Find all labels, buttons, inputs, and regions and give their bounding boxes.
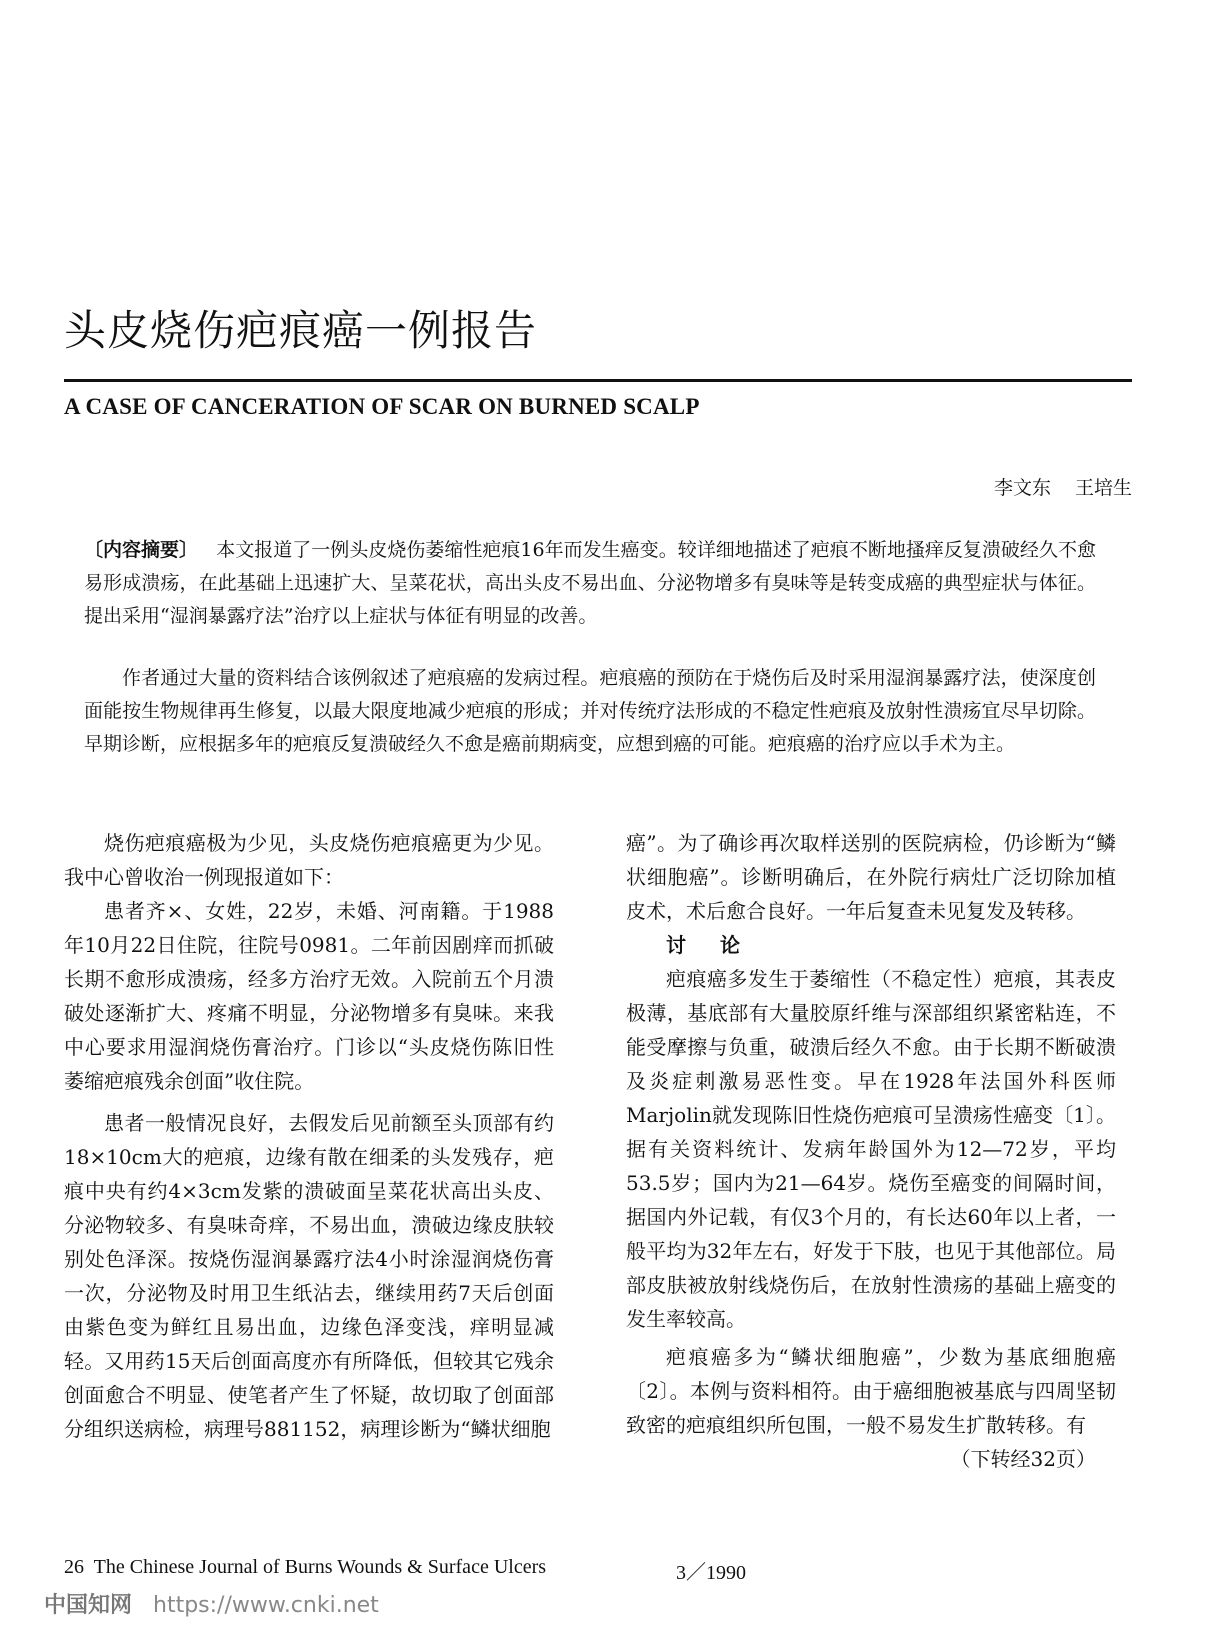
english-title: A CASE OF CANCERATION OF SCAR ON BURNED SCALP <box>64 394 700 419</box>
abstract-paragraph: 作者通过大量的资料结合该例叙述了疤痕癌的发病过程。疤痕癌的预防在于烧伤后及时采用湿润暴露疗法，使深度创面能按生物规律再生修复，以最大限度地减少疤痕的形成；并对传统疗法形成的不稳定性疤痕及放射性溃疡宜尽早切除。早期诊断，应根据多年的疤痕反复溃破经久不愈是癌前期病变，应想到癌的可能。疤痕癌的治疗应以手术为主。 <box>84 667 1096 755</box>
watermark <box>44 1588 379 1619</box>
title-rule <box>64 379 1132 382</box>
journal-name: The Chinese Journal of Burns Wounds & Surface Ulcers <box>93 1556 547 1578</box>
body-paragraph: 患者齐×、女姓，22岁，未婚、河南籍。于1988年10月22日住院，往院号0981。二年前因剧痒而抓破长期不愈形成溃疡，经多方治疗无效。入院前五个月溃破处逐渐扩大、疼痛不明显，分泌物增多有臭味。来我中心要求用湿润烧伤膏治疗。门诊以“头皮烧伤陈旧性萎缩疤痕残余创面”收住院。 <box>64 899 554 1093</box>
cnki-logo: 中国知网 <box>44 1593 133 1618</box>
body-column-right <box>626 826 1116 1476</box>
page-number: 26 <box>64 1556 84 1578</box>
abstract-label: 〔内容摘要〕 <box>84 539 199 561</box>
body-paragraph: 疤痕癌多为“鳞状细胞癌”，少数为基底细胞癌〔2〕。本例与资料相符。由于癌细胞被基底与四周坚韧致密的疤痕组织所包围，一般不易发生扩散转移。有 <box>626 1345 1116 1437</box>
body-column-left <box>64 826 554 1446</box>
body-paragraph: 烧伤疤痕癌极为少见，头皮烧伤疤痕癌更为少见。我中心曾收治一例现报道如下： <box>64 831 554 889</box>
author-name: 王培生 <box>1074 477 1132 499</box>
body-paragraph: 患者一般情况良好，去假发后见前额至头顶部有约18×10cm大的疤痕，边缘有散在细柔的头发残存，疤痕中央有约4×3cm发紫的溃破面呈菜花状高出头皮、分泌物较多、有臭味奇痒，不易出血，溃破边缘皮肤较别处色泽深。按烧伤湿润暴露疗法4小时涂湿润烧伤膏一次，分泌物及时用卫生纸沾去，继续用药7天后创面由紫色变为鲜红且易出血，边缘色泽变浅，痒明显减轻。又用药15天后创面高度亦有所降低，但较其它残余创面愈合不明显、使笔者产生了怀疑，故切取了创面部分组织送病检，病理号881152，病理诊断为“鳞状细胞 <box>64 1111 554 1441</box>
author-name: 李文东 <box>993 477 1051 499</box>
body-paragraph: 疤痕癌多发生于萎缩性（不稳定性）疤痕，其表皮极薄，基底部有大量胶原纤维与深部组织紧密粘连，不能受摩擦与负重，破溃后经久不愈。由于长期不断破溃及炎症刺激易恶性变。早在1928年法国外科医师Marjolin就发现陈旧性烧伤疤痕可呈溃疡性癌变〔1〕。据有关资料统计、发病年龄国外为12—72岁，平均53.5岁；国内为21—64岁。烧伤至癌变的间隔时间，据国内外记载，有仅3个月的，有长达60年以上者，一般平均为32年左右，好发于下肢，也见于其他部位。局部皮肤被放射线烧伤后，在放射性溃疡的基础上癌变的发生率较高。 <box>626 967 1116 1331</box>
page-footer <box>64 1556 746 1584</box>
abstract-paragraph <box>84 534 1096 633</box>
section-heading: 讨论 <box>666 933 774 957</box>
watermark-url: https://www.cnki.net <box>153 1593 379 1618</box>
article-title: 头皮烧伤疤痕癌一例报告 <box>64 306 538 355</box>
abstract-text: 本文报道了一例头皮烧伤萎缩性疤痕16年而发生癌变。较详细地描述了疤痕不断地搔痒反复溃破经久不愈易形成溃疡，在此基础上迅速扩大、呈菜花状，高出头皮不易出血、分泌物增多有臭味等是转变成癌的典型症状与体征。提出采用“湿润暴露疗法”治疗以上症状与体征有明显的改善。 <box>84 539 1096 627</box>
continued-note: （下转经32页） <box>950 1447 1096 1471</box>
body-paragraph: 癌”。为了确诊再次取样送别的医院病检，仍诊断为“鳞状细胞癌”。诊断明确后，在外院行病灶广泛切除加植皮术，术后愈合良好。一年后复查未见复发及转移。 <box>626 831 1116 923</box>
author-list <box>994 473 1132 500</box>
issue-number: 3／1990 <box>676 1562 746 1584</box>
